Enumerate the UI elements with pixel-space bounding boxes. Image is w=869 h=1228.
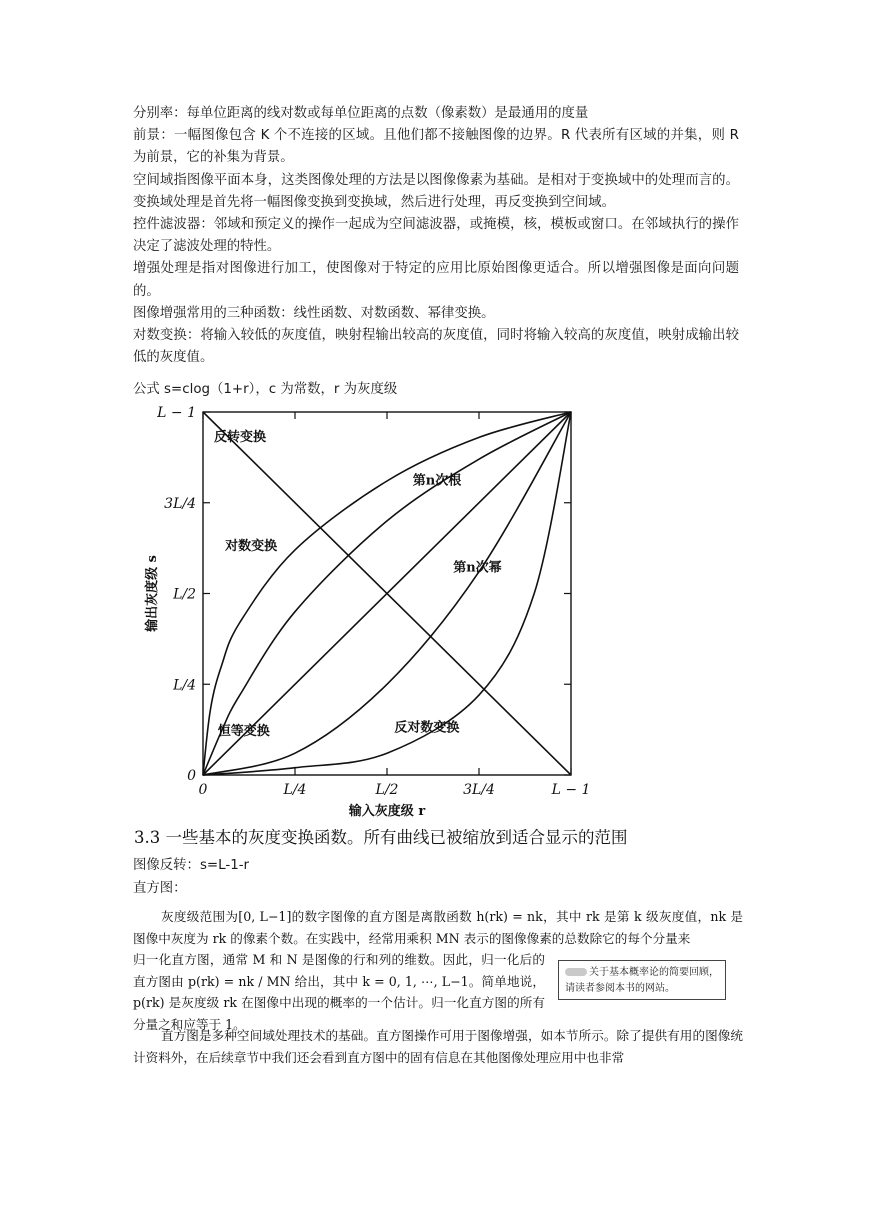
notes-continued	[133, 855, 249, 900]
figure-caption: 3.3 一些基本的灰度变换函数。所有曲线已被缩放到适合显示的范围	[134, 828, 628, 847]
x-tick-label: 0	[198, 782, 208, 798]
series-inverse-log-label: 反对数变换	[394, 720, 460, 736]
note-foreground: 前景：一幅图像包含 K 个不连接的区域。且他们都不接触图像的边界。R 代表所有区域的并集，则 R 为前景，它的补集为背景。	[133, 128, 739, 166]
chart-curves	[203, 412, 571, 775]
series-identity-label: 恒等变换	[217, 724, 270, 740]
series-inverse-label: 反转变换	[214, 430, 267, 446]
series-nth-power-label: 第n次幂	[453, 560, 502, 576]
margin-note-icon	[565, 968, 587, 976]
note-three-functions: 图像增强常用的三种函数：线性函数、对数函数、幂律变换。	[133, 305, 495, 321]
x-tick-label: L − 1	[551, 782, 591, 798]
y-tick-label: L/2	[173, 586, 196, 603]
note-spatial-filter: 控件滤波器：邻域和预定义的操作一起成为空间滤波器，或掩模，核，模板或窗口。在邻域执行的操作决定了滤波处理的特性。	[133, 217, 739, 255]
margin-note-box	[558, 960, 726, 1000]
x-tick-label: L/4	[283, 782, 307, 798]
transform-chart	[128, 400, 618, 820]
y-tick-label: 0	[187, 768, 196, 784]
note-histogram-heading: 直方图：	[133, 880, 187, 896]
scanned-textbook-excerpt	[133, 906, 743, 1086]
note-log-transform: 对数变换：将输入较低的灰度值，映射程输出较高的灰度值，同时将输入较高的灰度值，映射成输出较低的灰度值。	[133, 328, 739, 366]
series-nth-root-label: 第n次根	[412, 473, 462, 489]
histogram-normalization: 归一化直方图，通常 M 和 N 是图像的行和列的维数。因此，归一化后的直方图由 p(rk) = nk / MN 给出，其中 k = 0, 1, ⋯, L−1。简单地说，p(rk) 是灰度级 rk 在图像中出现的概率的一个估计。归一化直方图的所有分量之和应等于 1。	[133, 952, 545, 1032]
x-tick-label: L/2	[375, 782, 399, 798]
x-axis-label: 输入灰度级 r	[348, 804, 426, 819]
y-axis-label: 输出灰度级 s	[145, 555, 160, 632]
chart-svg	[128, 400, 618, 820]
y-tick-label: L/4	[173, 677, 196, 694]
x-tick-label: 3L/4	[463, 782, 495, 798]
log-formula: 公式 s=clog（1+r），c 为常数，r 为灰度级	[133, 382, 398, 397]
note-spatial-domain: 空间域指图像平面本身，这类图像处理的方法是以图像像素为基础。是相对于变换域中的处理而言的。变换域处理是首先将一幅图像变换到变换域，然后进行处理，再反变换到空间域。	[133, 172, 739, 210]
y-tick-label: 3L/4	[164, 495, 196, 512]
notes-section	[133, 103, 739, 369]
note-resolution: 分别率：每单位距离的线对数或每单位距离的点数（像素数）是最通用的度量	[133, 106, 589, 121]
series-log-label: 对数变换	[225, 538, 278, 554]
y-tick-label: L − 1	[157, 405, 196, 421]
histogram-definition: 灰度级范围为[0, L−1]的数字图像的直方图是离散函数 h(rk) = nk，其中 rk 是第 k 级灰度值，nk 是图像中灰度为 rk 的像素个数。在实践中，经常用乘积 MN 表示的图像像素的总数除它的每个分量来	[133, 909, 743, 946]
margin-note-text: 关于基本概率论的简要回顾，请读者参阅本书的网站。	[565, 967, 719, 994]
note-inversion: 图像反转：s=L-1-r	[133, 858, 250, 873]
note-enhancement: 增强处理是指对图像进行加工，使图像对于特定的应用比原始图像更适合。所以增强图像是面向问题的。	[133, 261, 739, 299]
histogram-basis: 直方图是多种空间域处理技术的基础。直方图操作可用于图像增强，如本节所示。除了提供有用的图像统计资料外，在后续章节中我们还会看到直方图中的固有信息在其他图像处理应用中也非常	[133, 1028, 743, 1065]
